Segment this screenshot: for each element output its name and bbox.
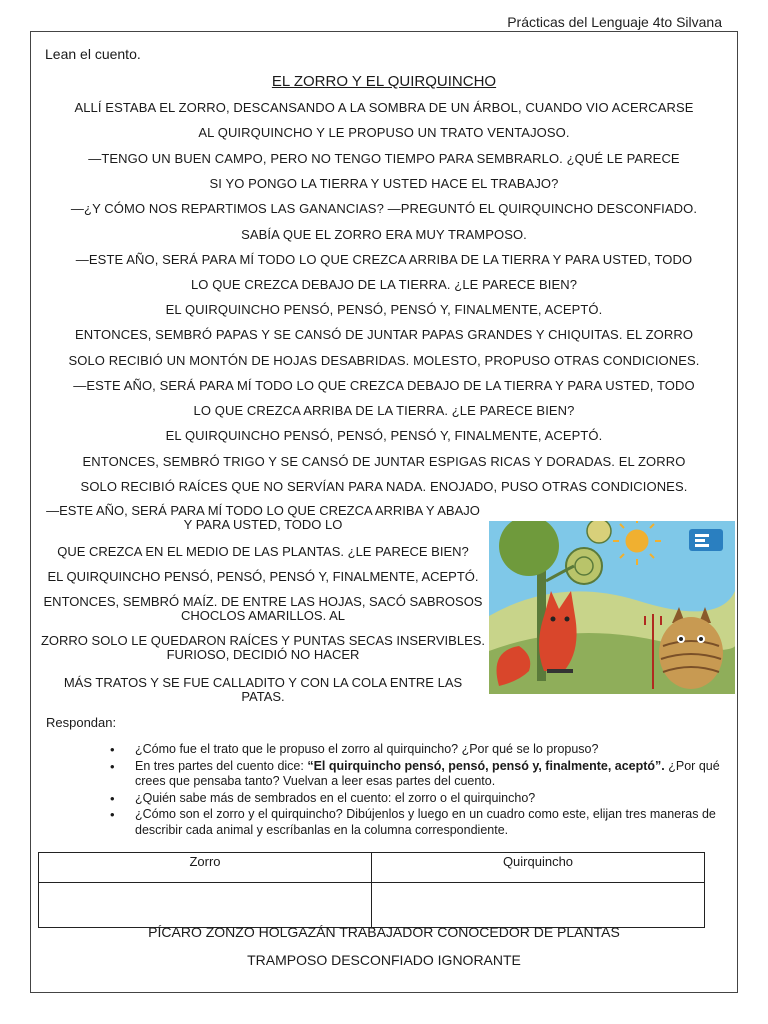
story-line: CHOCLOS AMARILLOS. AL xyxy=(180,608,345,623)
question-item xyxy=(110,807,722,838)
story-line: —ESTE AÑO, SERÁ PARA MÍ TODO LO QUE CREZCA ARRIBA Y ABAJO xyxy=(46,503,480,518)
story-paragraph xyxy=(40,504,486,532)
story-line: AL QUIRQUINCHO Y LE PROPUSO UN TRATO VENTAJOSO. xyxy=(198,125,570,140)
story-line: —ESTE AÑO, SERÁ PARA MÍ TODO LO QUE CREZCA ARRIBA DE LA TIERRA Y PARA USTED, TODO xyxy=(75,252,693,267)
intro-instruction: Lean el cuento. xyxy=(45,46,141,62)
answer-cell-zorro[interactable] xyxy=(39,883,372,928)
word-bank-line: PÍCARO ZONZO HOLGAZÁN TRABAJADOR CONOCEDOR DE PLANTAS xyxy=(148,924,620,940)
answer-table xyxy=(38,852,705,928)
story-line: PATAS. xyxy=(241,689,285,704)
story-line: Y PARA USTED, TODO LO xyxy=(183,517,343,532)
story-line: LO QUE CREZCA ARRIBA DE LA TIERRA. ¿LE PARECE BIEN? xyxy=(193,403,575,418)
question-quote: “El quirquincho pensó, pensó, pensó y, finalmente, aceptó”. xyxy=(307,758,665,773)
column-header-zorro: Zorro xyxy=(39,853,372,883)
word-bank-line: TRAMPOSO DESCONFIADO IGNORANTE xyxy=(247,952,521,968)
story-paragraph xyxy=(40,676,486,704)
story-paragraph xyxy=(40,634,486,662)
story-illustration xyxy=(489,521,735,694)
question-text: ¿Cómo fue el trato que le propuso el zorro al quirquincho? ¿Por qué se lo propuso? xyxy=(135,742,599,756)
question-text: ¿Quién sabe más de sembrados en el cuento: el zorro o el quirquincho? xyxy=(135,790,536,805)
story-paragraph xyxy=(40,570,486,584)
story-line: SABÍA QUE EL ZORRO ERA MUY TRAMPOSO. xyxy=(241,227,527,242)
story-line: QUE CREZCA EN EL MEDIO DE LAS PLANTAS. ¿LE PARECE BIEN? xyxy=(57,544,469,559)
story-line: ZORRO SOLO LE QUEDARON RAÍCES Y PUNTAS SECAS INSERVIBLES. xyxy=(40,633,486,648)
story-line: SI YO PONGO LA TIERRA Y USTED HACE EL TRABAJO? xyxy=(209,176,559,191)
story-paragraph xyxy=(40,545,486,559)
story-line: SOLO RECIBIÓ RAÍCES QUE NO SERVÍAN PARA NADA. ENOJADO, PUSO OTRAS CONDICIONES. xyxy=(80,479,688,494)
question-item xyxy=(110,742,722,758)
story-line: MÁS TRATOS Y SE FUE CALLADITO Y CON LA COLA ENTRE LAS xyxy=(63,675,463,690)
story-line: SOLO RECIBIÓ UN MONTÓN DE HOJAS DESABRIDAS. MOLESTO, PROPUSO OTRAS CONDICIONES. xyxy=(68,353,700,368)
question-text: ¿Cómo son el zorro y el quirquincho? Dibújenlos y luego en un cuadro como este, elijan tres maneras de describir cada animal y escríbanlas en la columna correspondiente. xyxy=(135,807,716,837)
question-item xyxy=(110,791,722,807)
column-header-quirquincho: Quirquincho xyxy=(372,853,705,883)
story-line: EL QUIRQUINCHO PENSÓ, PENSÓ, PENSÓ Y, FINALMENTE, ACEPTÓ. xyxy=(165,302,603,317)
story-line: —TENGO UN BUEN CAMPO, PERO NO TENGO TIEMPO PARA SEMBRARLO. ¿QUÉ LE PARECE xyxy=(88,151,680,166)
question-item xyxy=(110,759,722,790)
story-line: —¿Y CÓMO NOS REPARTIMOS LAS GANANCIAS? —PREGUNTÓ EL QUIRQUINCHO DESCONFIADO. xyxy=(70,201,698,216)
page-header: Prácticas del Lenguaje 4to Silvana xyxy=(507,14,722,30)
story-line: LO QUE CREZCA DEBAJO DE LA TIERRA. ¿LE PARECE BIEN? xyxy=(190,277,578,292)
story-line: —ESTE AÑO, SERÁ PARA MÍ TODO LO QUE CREZCA DEBAJO DE LA TIERRA Y PARA USTED, TODO xyxy=(73,378,695,393)
channel-logo-icon xyxy=(689,529,723,551)
respond-instruction: Respondan: xyxy=(46,715,117,730)
story-line: EL QUIRQUINCHO PENSÓ, PENSÓ, PENSÓ Y, FINALMENTE, ACEPTÓ. xyxy=(47,569,479,584)
question-text: En tres partes del cuento dice: xyxy=(135,758,308,773)
story-line: ENTONCES, SEMBRÓ MAÍZ. DE ENTRE LAS HOJAS, SACÓ SABROSOS xyxy=(43,594,483,609)
question-text: ¿Por qué crees que pensaba tanto? Vuelvan a leer esas partes del cuento. xyxy=(135,758,720,788)
story-paragraph xyxy=(40,595,486,623)
story-line: EL QUIRQUINCHO PENSÓ, PENSÓ, PENSÓ Y, FINALMENTE, ACEPTÓ. xyxy=(165,428,603,443)
story-line: ENTONCES, SEMBRÓ TRIGO Y SE CANSÓ DE JUNTAR ESPIGAS RICAS Y DORADAS. EL ZORRO xyxy=(82,454,686,469)
story-line: FURIOSO, DECIDIÓ NO HACER xyxy=(166,647,360,662)
story-line: ENTONCES, SEMBRÓ PAPAS Y SE CANSÓ DE JUNTAR PAPAS GRANDES Y CHIQUITAS. EL ZORRO xyxy=(74,327,694,342)
story-title: EL ZORRO Y EL QUIRQUINCHO xyxy=(271,73,497,90)
questions-list xyxy=(110,742,722,839)
story-line: ALLÍ ESTABA EL ZORRO, DESCANSANDO A LA SOMBRA DE UN ÁRBOL, CUANDO VIO ACERCARSE xyxy=(74,100,694,115)
answer-cell-quirquincho[interactable] xyxy=(372,883,705,928)
